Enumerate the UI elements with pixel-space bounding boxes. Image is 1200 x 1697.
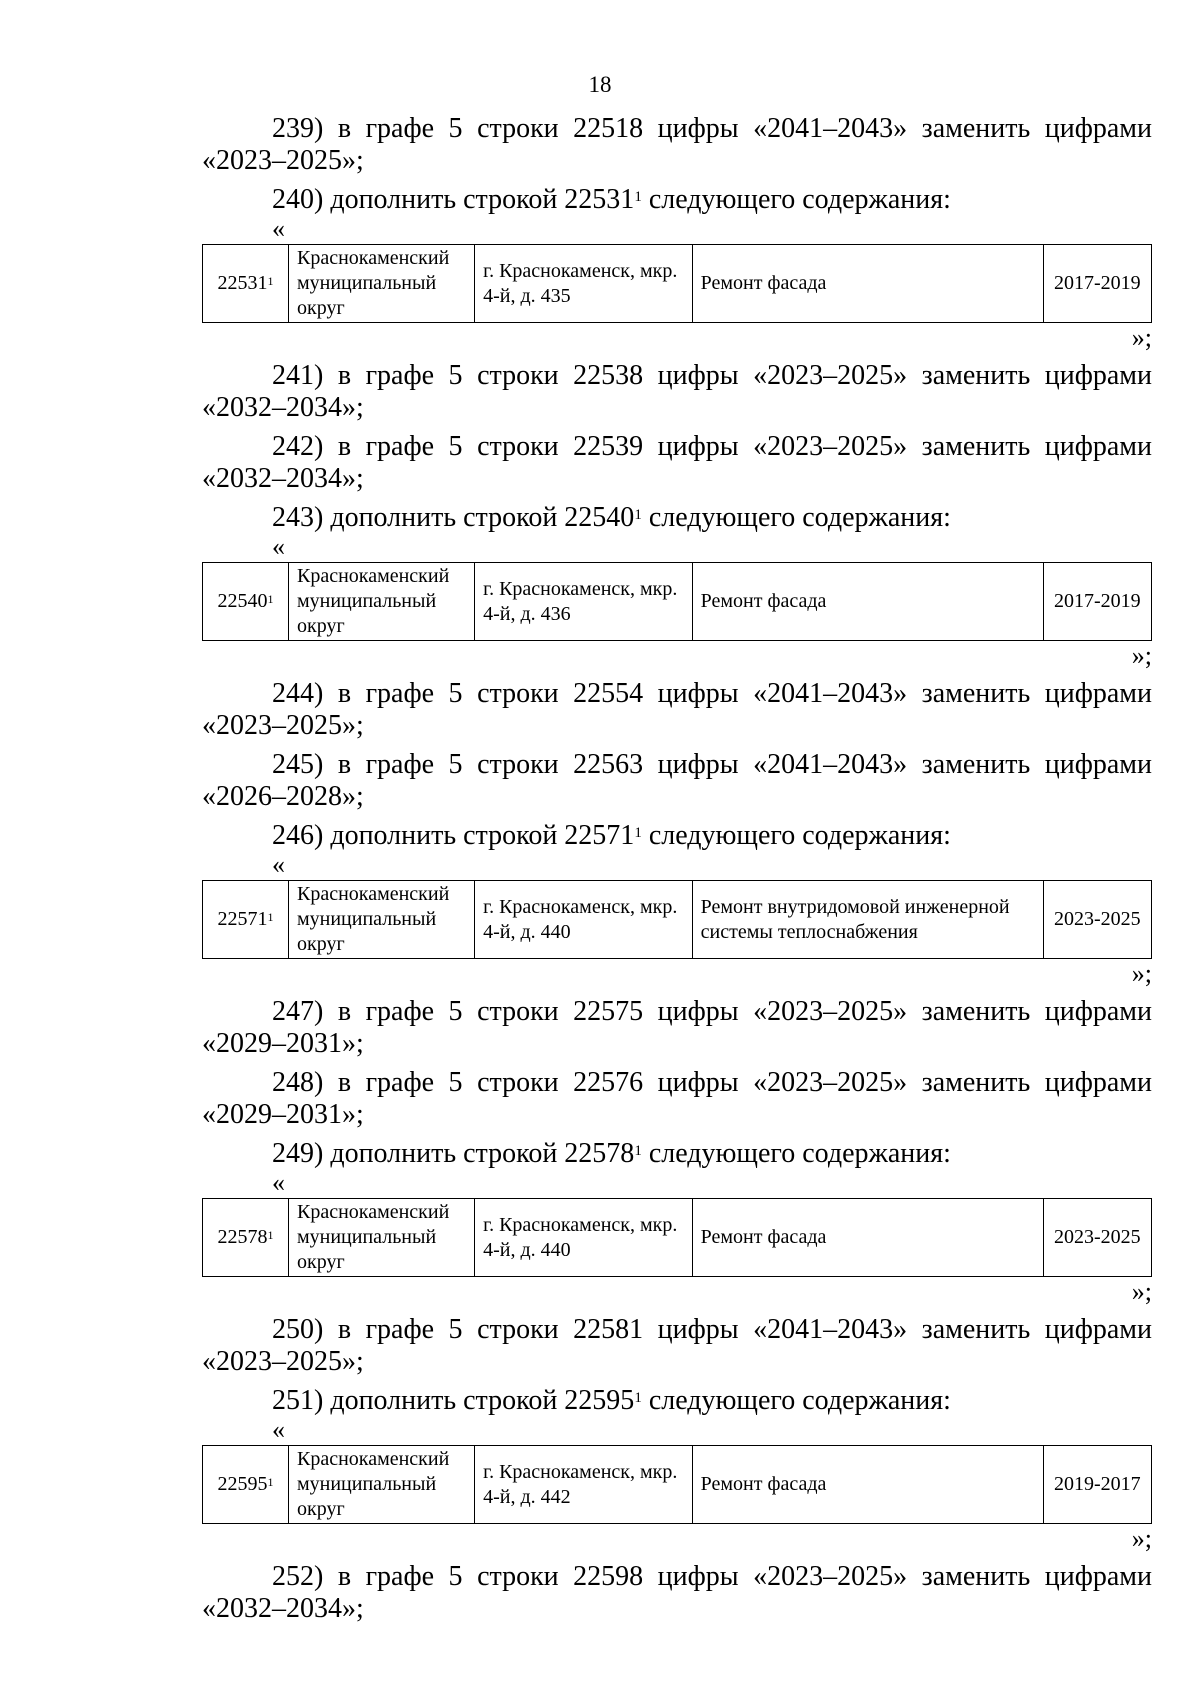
amendment-lead: 243) дополнить строкой 22540 [272, 502, 635, 533]
close-quote: »; [1131, 959, 1152, 988]
amendment-new-value: «2023–2025»; [202, 145, 364, 176]
amendment-replace [202, 677, 1152, 742]
row-number-superscript: 1 [634, 825, 642, 841]
cell-municipality: Краснокаменский муниципальный округ [288, 1446, 474, 1524]
amendment-replace [202, 995, 1152, 1060]
amendment-text [202, 1137, 1152, 1170]
open-quote: « [272, 1168, 285, 1197]
page-number: 18 [588, 72, 612, 97]
amendment-new-value: «2029–2031»; [202, 1028, 364, 1059]
inserted-row-table [202, 1445, 1152, 1524]
amendment-add-row [202, 1384, 1152, 1554]
cell-municipality: Краснокаменский муниципальный округ [288, 881, 474, 959]
row-number-superscript: 1 [267, 1475, 274, 1489]
amendment-replace [202, 1313, 1152, 1378]
cell-row-number [203, 1446, 289, 1524]
amendment-text: 242) в графе 5 строки 22539 цифры «2023–2025» заменить цифрами [272, 431, 1152, 462]
table-row [203, 563, 1152, 641]
cell-address: г. Краснокаменск, мкр. 4-й, д. 440 [475, 1199, 693, 1277]
amendment-text: 250) в графе 5 строки 22581 цифры «2041–2043» заменить цифрами [272, 1314, 1152, 1345]
amendment-replace [202, 1560, 1152, 1625]
cell-address: г. Краснокаменск, мкр. 4-й, д. 436 [475, 563, 693, 641]
row-number-superscript: 1 [267, 1228, 274, 1242]
amendment-text: 244) в графе 5 строки 22554 цифры «2041–2043» заменить цифрами [272, 678, 1152, 709]
cell-municipality: Краснокаменский муниципальный округ [288, 245, 474, 323]
open-quote: « [272, 532, 285, 561]
row-number: 22578 [217, 1226, 268, 1248]
cell-row-number [203, 245, 289, 323]
amendment-replace [202, 748, 1152, 813]
cell-years: 2019-2017 [1043, 1446, 1151, 1524]
amendment-add-row [202, 819, 1152, 989]
close-quote: »; [1131, 1277, 1152, 1306]
row-number: 22571 [217, 908, 268, 930]
table-row [203, 881, 1152, 959]
amendment-new-value: «2032–2034»; [202, 463, 364, 494]
row-number-superscript: 1 [634, 189, 642, 205]
cell-years: 2023-2025 [1043, 881, 1151, 959]
row-number: 22531 [217, 272, 268, 294]
amendment-replace [202, 112, 1152, 177]
row-number-superscript: 1 [267, 910, 274, 924]
amendment-text: 248) в графе 5 строки 22576 цифры «2023–2025» заменить цифрами [272, 1067, 1152, 1098]
amendment-tail: следующего содержания: [641, 502, 951, 533]
cell-address: г. Краснокаменск, мкр. 4-й, д. 440 [475, 881, 693, 959]
open-quote: « [272, 1415, 285, 1444]
amendment-lead: 240) дополнить строкой 22531 [272, 184, 635, 215]
amendment-tail: следующего содержания: [641, 1138, 951, 1169]
amendment-add-row [202, 183, 1152, 353]
row-number-superscript: 1 [634, 1390, 642, 1406]
cell-work-type: Ремонт фасада [692, 1199, 1043, 1277]
amendment-replace [202, 359, 1152, 424]
amendment-lead: 246) дополнить строкой 22571 [272, 820, 635, 851]
cell-years: 2017-2019 [1043, 245, 1151, 323]
amendment-text [202, 819, 1152, 852]
row-number: 22540 [217, 590, 268, 612]
close-quote: »; [1131, 323, 1152, 352]
amendment-new-value: «2032–2034»; [202, 1593, 364, 1624]
amendment-text [202, 501, 1152, 534]
table-row [203, 245, 1152, 323]
cell-years: 2023-2025 [1043, 1199, 1151, 1277]
amendment-new-value: «2023–2025»; [202, 710, 364, 741]
amendment-add-row [202, 1137, 1152, 1307]
amendment-new-value: «2026–2028»; [202, 781, 364, 812]
cell-work-type: Ремонт фасада [692, 245, 1043, 323]
amendment-tail: следующего содержания: [641, 820, 951, 851]
close-quote: »; [1131, 641, 1152, 670]
row-number-superscript: 1 [634, 1143, 642, 1159]
amendment-new-value: «2029–2031»; [202, 1099, 364, 1130]
cell-row-number [203, 563, 289, 641]
cell-work-type: Ремонт фасада [692, 563, 1043, 641]
row-number-superscript: 1 [634, 507, 642, 523]
amendment-tail: следующего содержания: [641, 1385, 951, 1416]
cell-address: г. Краснокаменск, мкр. 4-й, д. 435 [475, 245, 693, 323]
amendment-text [202, 183, 1152, 216]
amendment-new-value: «2023–2025»; [202, 1346, 364, 1377]
amendment-tail: следующего содержания: [641, 184, 951, 215]
open-quote: « [272, 214, 285, 243]
inserted-row-table [202, 880, 1152, 959]
cell-municipality: Краснокаменский муниципальный округ [288, 1199, 474, 1277]
cell-row-number [203, 1199, 289, 1277]
amendment-text: 239) в графе 5 строки 22518 цифры «2041–2043» заменить цифрами [272, 113, 1152, 144]
inserted-row-table [202, 1198, 1152, 1277]
open-quote: « [272, 850, 285, 879]
cell-years: 2017-2019 [1043, 563, 1151, 641]
cell-municipality: Краснокаменский муниципальный округ [288, 563, 474, 641]
amendment-text: 247) в графе 5 строки 22575 цифры «2023–2025» заменить цифрами [272, 996, 1152, 1027]
amendment-text: 252) в графе 5 строки 22598 цифры «2023–2025» заменить цифрами [272, 1561, 1152, 1592]
amendment-lead: 251) дополнить строкой 22595 [272, 1385, 635, 1416]
table-row [203, 1199, 1152, 1277]
cell-work-type: Ремонт фасада [692, 1446, 1043, 1524]
amendment-add-row [202, 501, 1152, 671]
document-body [202, 112, 1152, 1631]
inserted-row-table [202, 562, 1152, 641]
row-number: 22595 [217, 1473, 268, 1495]
amendment-new-value: «2032–2034»; [202, 392, 364, 423]
amendment-replace [202, 430, 1152, 495]
amendment-text: 241) в графе 5 строки 22538 цифры «2023–2025» заменить цифрами [272, 360, 1152, 391]
amendment-replace [202, 1066, 1152, 1131]
amendment-text [202, 1384, 1152, 1417]
close-quote: »; [1131, 1524, 1152, 1553]
amendment-text: 245) в графе 5 строки 22563 цифры «2041–2043» заменить цифрами [272, 749, 1152, 780]
cell-work-type: Ремонт внутридомовой инженерной системы теплоснабжения [692, 881, 1043, 959]
row-number-superscript: 1 [267, 592, 274, 606]
cell-row-number [203, 881, 289, 959]
row-number-superscript: 1 [267, 274, 274, 288]
inserted-row-table [202, 244, 1152, 323]
amendment-lead: 249) дополнить строкой 22578 [272, 1138, 635, 1169]
table-row [203, 1446, 1152, 1524]
cell-address: г. Краснокаменск, мкр. 4-й, д. 442 [475, 1446, 693, 1524]
